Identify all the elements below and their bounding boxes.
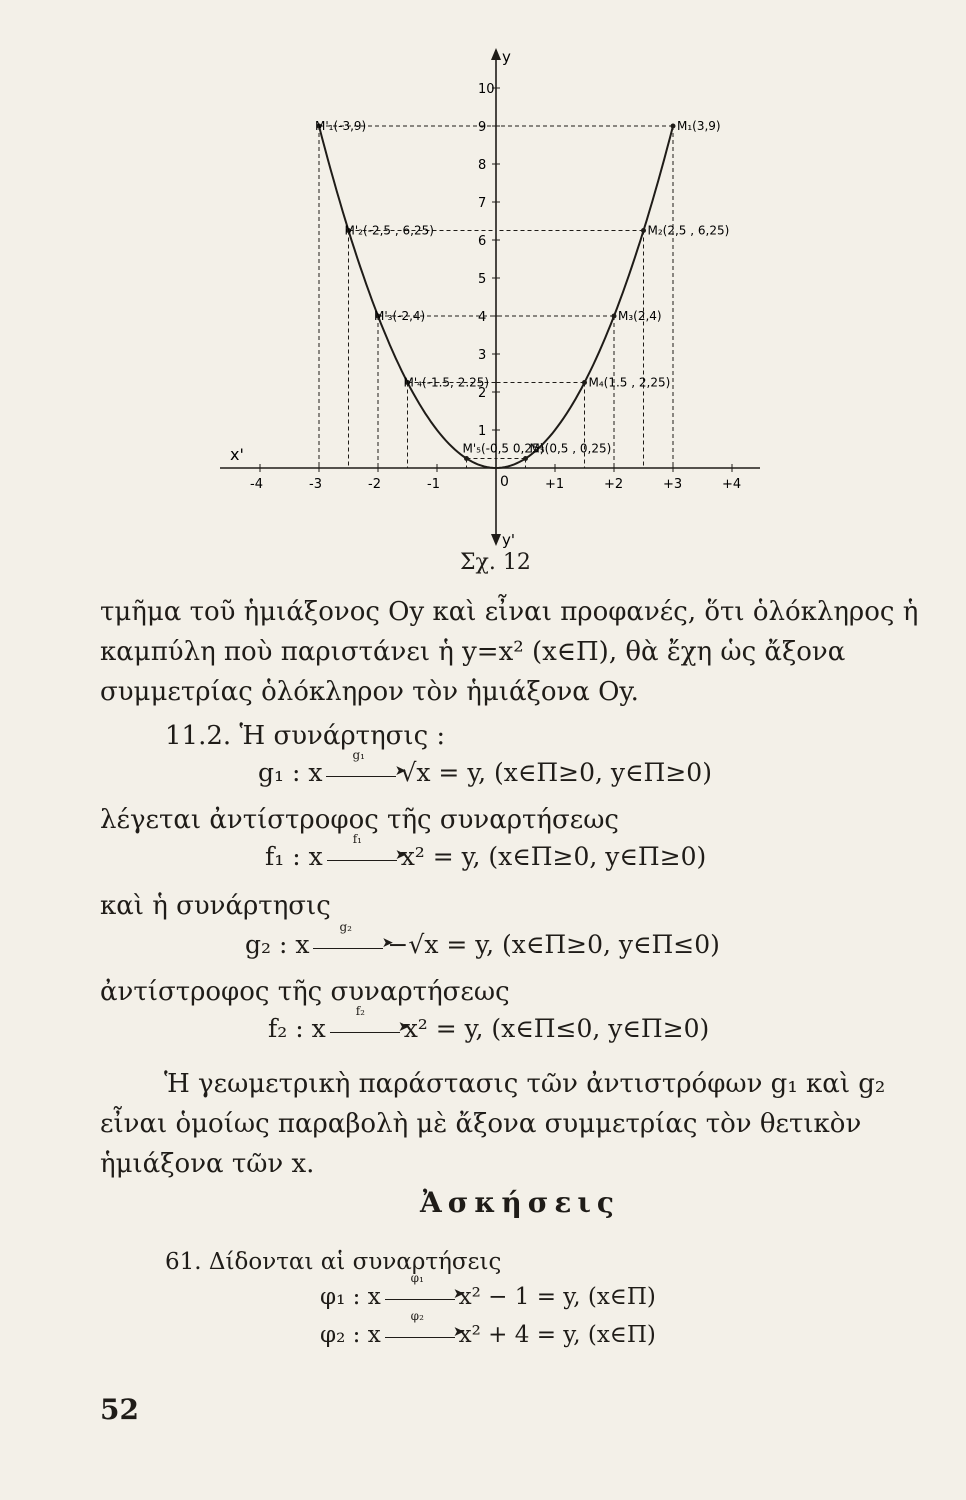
x-axis-label: x' (230, 445, 244, 464)
text-inverse-of: λέγεται ἀντίστροφος τῆς συναρτήσεως (100, 805, 619, 835)
x-tick-label: -4 (250, 477, 263, 492)
y-tick-label: 10 (478, 82, 495, 97)
text-and-function: καὶ ἡ συνάρτησις (100, 891, 331, 921)
arrow-phi2-label: φ₂ (410, 1309, 424, 1323)
equation-f1 (265, 832, 707, 871)
y-axis-label-bottom: y' (502, 531, 516, 549)
arrow-g2 (313, 920, 383, 949)
y-tick-label: 2 (478, 386, 487, 401)
x-tick-label: +3 (663, 477, 683, 492)
equation-f2 (268, 1004, 710, 1043)
point-M5p (464, 456, 469, 461)
arrow-phi2 (385, 1309, 455, 1338)
y-axis-arrow-down (491, 534, 501, 546)
section-heading: 11.2. Ἡ συνάρτησις : (165, 721, 446, 751)
y-tick-label: 6 (478, 234, 487, 249)
exercises-heading: Ἀσκήσεις (420, 1186, 620, 1219)
arrow-phi1 (385, 1271, 455, 1300)
point-M2 (641, 228, 646, 233)
y-axis-arrow (491, 48, 501, 60)
equation-g2-right: −√x = y, (x∈Π≥0, y∈Π≤0) (387, 930, 720, 959)
parabola-figure (200, 40, 780, 580)
arrow-g2-label: g₂ (339, 920, 352, 934)
equation-phi1-left: φ₁ : x (320, 1284, 381, 1310)
paragraph-symmetry: τμῆμα τοῦ ἡμιάξονος Oy καὶ εἶναι προφανές, ὅτι ὁλόκληρος ἡ καμπύλη ποὺ παριστάνει ἡ y=x² (x∈Π), θὰ ἔχη ὡς ἄξονα συμμετρίας ὁλόκληρον τὸν ἡμιάξονα Oy. (100, 597, 919, 707)
y-tick-label: 9 (478, 120, 487, 135)
point-label-M1p: M'₁(-3,9) (315, 119, 367, 133)
arrow-f1 (327, 832, 397, 861)
exercise-61: 61. Δίδονται αἱ συναρτήσεις (165, 1249, 502, 1275)
equation-f1-left: f₁ : x (265, 842, 323, 871)
point-label-M3p: M'₃(-2,4) (374, 309, 426, 323)
arrow-f1-label: f₁ (352, 832, 362, 846)
point-M5 (523, 456, 528, 461)
equation-phi2-right: x² + 4 = y, (x∈Π) (458, 1322, 656, 1348)
arrow-f2-label: f₂ (355, 1004, 365, 1018)
point-M1 (671, 124, 676, 129)
page-number: 52 (100, 1393, 139, 1426)
equation-g2 (245, 920, 720, 959)
point-label-M2p: M'₂(-2,5 , 6,25) (344, 223, 434, 238)
equation-f2-right: x² = y, (x∈Π≤0, y∈Π≥0) (403, 1014, 710, 1043)
x-tick-label: -1 (427, 477, 440, 492)
x-tick-label: +4 (722, 477, 742, 492)
y-tick-label: 3 (478, 348, 487, 363)
point-label-M2: M₂(2,5 , 6,25) (647, 223, 730, 238)
arrow-g1-label: g₁ (352, 748, 365, 762)
point-label-M1: M₁(3,9) (677, 119, 721, 133)
equation-phi2 (320, 1309, 656, 1348)
y-axis-label: y (502, 48, 511, 66)
x-tick-label: +1 (545, 477, 565, 492)
equation-f2-left: f₂ : x (268, 1014, 326, 1043)
equation-phi1-right: x² − 1 = y, (x∈Π) (458, 1284, 656, 1310)
arrow-g1 (326, 748, 396, 777)
arrow-phi1-label: φ₁ (410, 1271, 424, 1285)
point-M3 (612, 314, 617, 319)
point-label-M4p: M'₄(-1.5, 2.25) (403, 375, 490, 390)
equation-g1 (258, 748, 712, 787)
point-label-M3: M₃(2,4) (618, 309, 662, 323)
equation-g2-left: g₂ : x (245, 930, 310, 959)
equation-g1-right: √x = y, (x∈Π≥0, y∈Π≥0) (400, 758, 712, 787)
parabola-svg (200, 40, 780, 580)
y-tick-label: 8 (478, 158, 487, 173)
x-tick-label: -2 (368, 477, 381, 492)
y-tick-label: 4 (478, 310, 487, 325)
y-tick-label: 7 (478, 196, 487, 211)
y-tick-label: 1 (478, 424, 487, 439)
arrow-f2 (330, 1004, 400, 1033)
point-label-M5: M₅(0,5 , 0,25) (529, 441, 612, 456)
point-label-M5p: M'₅(-0,5 0,25) (462, 441, 545, 456)
equation-g1-left: g₁ : x (258, 758, 323, 787)
point-M4 (582, 380, 587, 385)
text-inverse-of-2: ἀντίστροφος τῆς συναρτήσεως (100, 977, 510, 1007)
point-label-M4: M₄(1.5 , 2,25) (588, 375, 671, 390)
origin-label: 0 (500, 474, 509, 490)
figure-caption: Σχ. 12 (460, 550, 531, 575)
equation-phi1 (320, 1271, 656, 1310)
equation-f1-right: x² = y, (x∈Π≥0, y∈Π≥0) (400, 842, 707, 871)
y-tick-label: 5 (478, 272, 487, 287)
x-tick-label: +2 (604, 477, 624, 492)
paragraph-geometric: Ἡ γεωμετρικὴ παράστασις τῶν ἀντιστρόφων g₁ καὶ g₂ εἶναι ὁμοίως παραβολὴ μὲ ἄξονα συμμετρίας τὸν θετικὸν ἡμιάξονα τῶν x. (100, 1069, 886, 1179)
equation-phi2-left: φ₂ : x (320, 1322, 381, 1348)
x-tick-label: -3 (309, 477, 322, 492)
